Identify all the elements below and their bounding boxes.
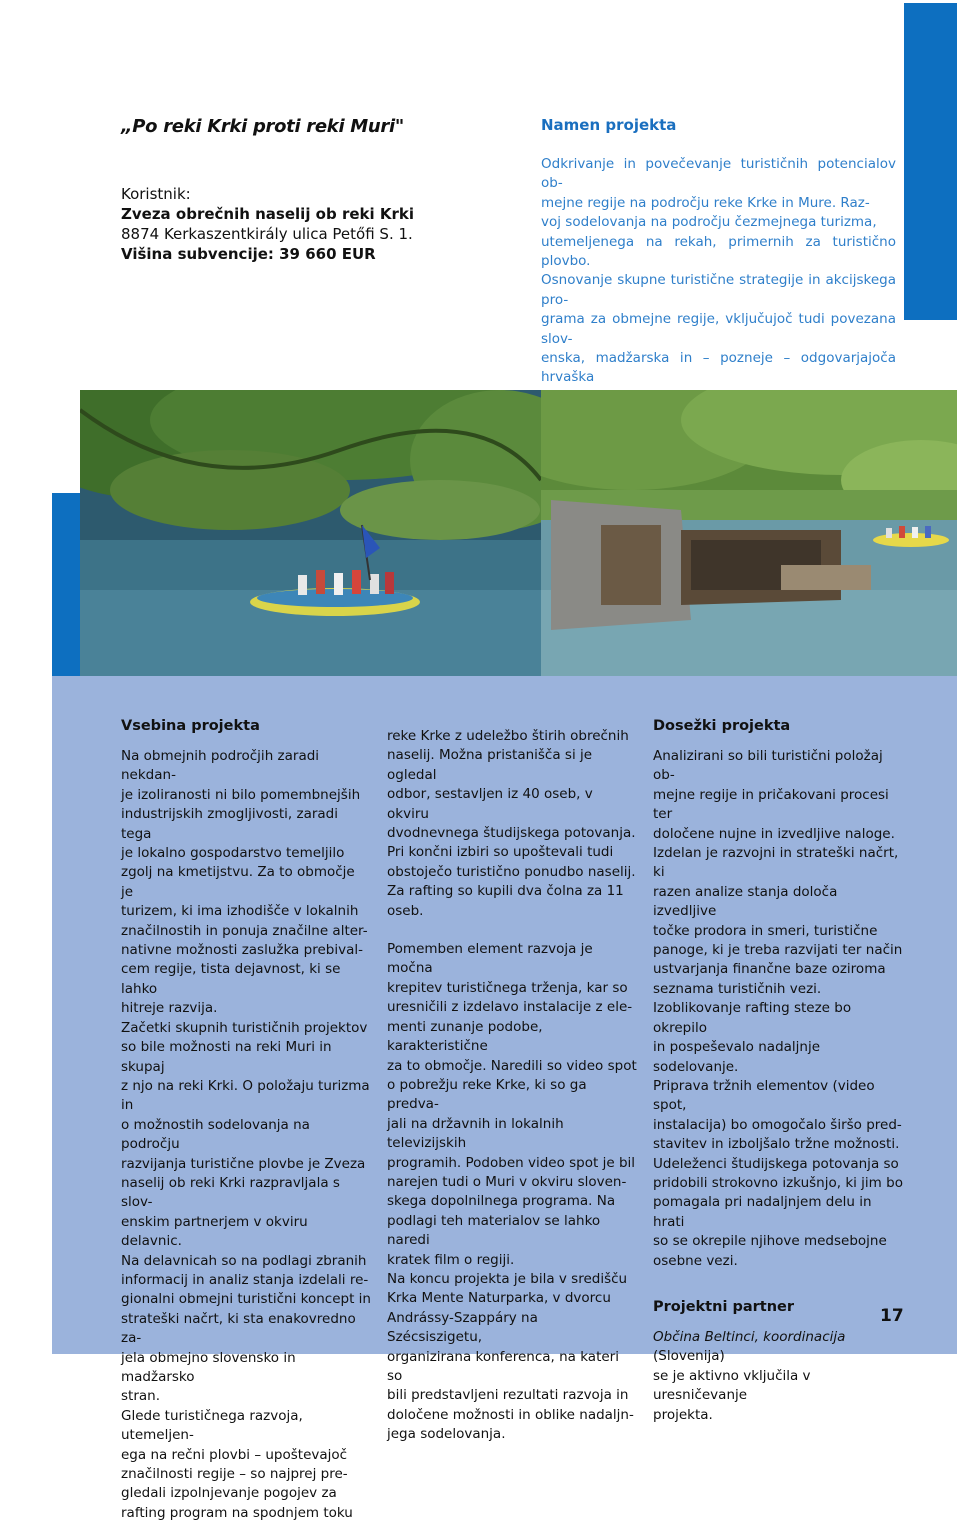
text-line: o možnostih sodelovanja na področju bbox=[121, 1116, 310, 1153]
text-line: stavitev in izboljšalo tržne možnosti. bbox=[653, 1136, 900, 1153]
text-line: Na koncu projekta je bila v središču bbox=[387, 1270, 628, 1287]
content-column-3 bbox=[653, 716, 903, 1425]
text-line: jali na državnih in lokalnih televizijskih bbox=[387, 1115, 564, 1152]
text-line: strateški načrt, ki sta enakovredno za- bbox=[121, 1310, 356, 1347]
text-line: gionalni obmejni turistični koncept in bbox=[121, 1291, 371, 1308]
text-line: nativne možnosti zaslužka prebival- bbox=[121, 942, 363, 959]
photo-water-mill bbox=[541, 390, 957, 676]
text-line: Začetki skupnih turističnih projektov bbox=[121, 1019, 368, 1036]
text-line: za to območje. Naredili so video spot bbox=[387, 1057, 637, 1074]
text-line: o pobrežju reke Krke, ki so ga predva- bbox=[387, 1076, 587, 1113]
text-line: Na delavnicah so na podlagi zbranih bbox=[121, 1252, 367, 1269]
text-line: voj sodelovanja na področju čezmejnega turizma, bbox=[541, 214, 877, 231]
text-line: Analizirani so bili turistični položaj ob- bbox=[653, 748, 883, 784]
text-line: ega na rečni plovbi – upoštevajoč bbox=[121, 1446, 348, 1463]
text-line: kratek film o regiji. bbox=[387, 1251, 515, 1268]
text-line: značilnostih in ponuja značilne alter- bbox=[121, 922, 368, 939]
results-heading: Dosežki projekta bbox=[653, 718, 791, 734]
text-line: jega sodelovanja. bbox=[387, 1426, 506, 1443]
photo-rafting bbox=[80, 390, 541, 676]
text-line: turizem, ki ima izhodišče v lokalnih bbox=[121, 903, 359, 920]
recipient-block bbox=[121, 184, 414, 264]
page-number: 17 bbox=[880, 1306, 904, 1326]
text-line: točke prodora in smeri, turistične bbox=[653, 922, 878, 939]
project-title: „Po reki Krki proti reki Muri" bbox=[121, 116, 404, 137]
text-line: Osnovanje skupne turistične strategije in akcijskega pro- bbox=[541, 272, 896, 308]
text-line: cem regije, tista dejavnost, ki se lahko bbox=[121, 961, 341, 997]
purpose-text bbox=[541, 155, 896, 407]
text-line: menti zunanje podobe, karakteristične bbox=[387, 1018, 543, 1055]
blue-accent-bar-top bbox=[904, 3, 957, 320]
text-line: so se okrepile njihove medsebojne bbox=[653, 1233, 887, 1250]
text-line: določene nujne in izvedljive naloge. bbox=[653, 825, 895, 842]
text-line: oseb. bbox=[387, 902, 424, 919]
text-line: Izoblikovanje rafting steze bo okrepilo bbox=[653, 1000, 852, 1036]
text-line: krepitev turističnega trženja, kar so bbox=[387, 979, 628, 996]
text-line: pomagala pri nadaljnjem delu in hrati bbox=[653, 1194, 872, 1230]
text-line: Krka Mente Naturparka, v dvorcu bbox=[387, 1290, 611, 1307]
content-column-2 bbox=[387, 727, 637, 1445]
text-line: gledali izpolnjevanje pogojev za bbox=[121, 1485, 337, 1502]
text-line: hitreje razvija. bbox=[121, 1000, 218, 1017]
text-line: obstoječo turistično ponudbo naselij. bbox=[387, 863, 636, 880]
text-line: programih. Podoben video spot je bil bbox=[387, 1154, 636, 1171]
text-line: mejne regije in pričakovani procesi ter bbox=[653, 786, 889, 823]
text-line: in pospeševalo nadaljnje sodelovanje. bbox=[653, 1039, 821, 1075]
text-line: značilnosti regije – so najprej pre- bbox=[121, 1466, 348, 1483]
text-line: razen analize stanja določa izvedljive bbox=[653, 883, 838, 920]
text-line: z njo na reki Krki. O položaju turizma in bbox=[121, 1077, 370, 1114]
partner-line bbox=[653, 1328, 903, 1367]
text-line: naselij ob reki Krki razpravljala s slov- bbox=[121, 1174, 340, 1211]
text-line: projekta. bbox=[653, 1406, 713, 1423]
text-line: bili predstavljeni rezultati razvoja in bbox=[387, 1387, 629, 1404]
text-line: rafting program na spodnjem toku bbox=[121, 1504, 353, 1521]
text-line: narejen tudi o Muri v okviru sloven- bbox=[387, 1173, 627, 1190]
text-line: določene možnosti in oblike nadaljn- bbox=[387, 1406, 634, 1423]
text-line: Priprava tržnih elementov (video spot, bbox=[653, 1077, 875, 1114]
text-line: uresničili z izdelavo instalacije z ele- bbox=[387, 999, 633, 1016]
content-column-1 bbox=[121, 716, 371, 1523]
text-line: seznama turističnih vezi. bbox=[653, 980, 822, 997]
text-line: Andrássy-Szappáry na Szécsiszigetu, bbox=[387, 1309, 538, 1346]
text-line: Udeleženci študijskega potovanja so bbox=[653, 1155, 899, 1172]
text-line: Za rafting so kupili dva čolna za 11 bbox=[387, 883, 624, 900]
text-line: Pri končni izbiri so upoštevali tudi bbox=[387, 844, 614, 861]
text-line: reke Krke z udeležbo štirih obrečnih bbox=[387, 728, 629, 744]
text-line: zgolj na kmetijstvu. Za to območje je bbox=[121, 864, 355, 900]
recipient-address: 8874 Kerkaszentkirály ulica Petőfi S. 1. bbox=[121, 225, 413, 243]
text-line: Na obmejnih področjih zaradi nekdan- bbox=[121, 748, 320, 784]
text-line: Glede turističnega razvoja, utemeljen- bbox=[121, 1407, 303, 1444]
blue-accent-bar-left bbox=[52, 493, 80, 676]
text-line: so bile možnosti na reki Muri in skupaj bbox=[121, 1039, 332, 1075]
text-line: panoge, ki je treba razvijati ter način bbox=[653, 942, 903, 959]
purpose-heading: Namen projekta bbox=[541, 116, 677, 134]
text-line: mejne regije na področju reke Krke in Mure. Raz- bbox=[541, 194, 870, 211]
text-line: instalacija) bo omogočalo širšo pred- bbox=[653, 1116, 902, 1133]
text-line: skega dopolnilnega programa. Na bbox=[387, 1193, 616, 1210]
text-line: pridobili strokovno izkušnjo, ki jim bo bbox=[653, 1174, 903, 1191]
text-line: Izdelan je razvojni in strateški načrt, ki bbox=[653, 845, 899, 881]
text-line: razvijanja turistične plovbe je Zveza bbox=[121, 1155, 366, 1172]
text-line: grama za obmejne regije, vključujoč tudi povezana slov- bbox=[541, 311, 896, 347]
content-heading: Vsebina projekta bbox=[121, 718, 260, 734]
paragraph-gap bbox=[387, 921, 637, 940]
partner-country: (Slovenija) bbox=[653, 1348, 725, 1365]
text-line: organizirana konferenca, na kateri so bbox=[387, 1348, 619, 1384]
recipient-label: Koristnik: bbox=[121, 185, 191, 203]
text-line: dvodnevnega študijskega potovanja. bbox=[387, 825, 636, 842]
text-line: Pomemben element razvoja je močna bbox=[387, 941, 593, 977]
text-line: ustvarjanja finančne baze oziroma bbox=[653, 961, 886, 978]
text-line: stran. bbox=[121, 1388, 160, 1405]
text-line: podlagi teh materialov se lahko naredi bbox=[387, 1212, 601, 1249]
text-line: informacij in analiz stanja izdelali re- bbox=[121, 1271, 369, 1288]
recipient-name: Zveza obrečnih naselij ob reki Krki bbox=[121, 205, 414, 223]
text-line: enska, madžarska in – pozneje – odgovarjajoča hrvaška bbox=[541, 350, 896, 386]
partner-heading: Projektni partner bbox=[653, 1298, 795, 1315]
text-line: industrijskih zmogljivosti, zaradi tega bbox=[121, 806, 338, 842]
text-line: je izoliranosti ni bilo pomembnejših bbox=[121, 786, 361, 803]
partner-name: Občina Beltinci, koordinacija bbox=[653, 1328, 846, 1345]
subsidy-amount: Višina subvencije: 39 660 EUR bbox=[121, 245, 376, 263]
text-line: se je aktivno vključila v uresničevanje bbox=[653, 1367, 811, 1404]
text-line: enskim partnerjem v okviru delavnic. bbox=[121, 1213, 308, 1250]
text-line: utemeljenega na rekah, primernih za turistično plovbo. bbox=[541, 233, 896, 270]
text-line: osebne vezi. bbox=[653, 1252, 738, 1269]
text-line: Odkrivanje in povečevanje turističnih potencialov ob- bbox=[541, 156, 896, 192]
text-line: odbor, sestavljen iz 40 oseb, v okviru bbox=[387, 786, 593, 822]
text-line: jela obmejno slovensko in madžarsko bbox=[121, 1349, 296, 1385]
text-line: je lokalno gospodarstvo temeljilo bbox=[121, 845, 345, 862]
text-line: naselij. Možna pristanišča si je ogledal bbox=[387, 747, 593, 783]
